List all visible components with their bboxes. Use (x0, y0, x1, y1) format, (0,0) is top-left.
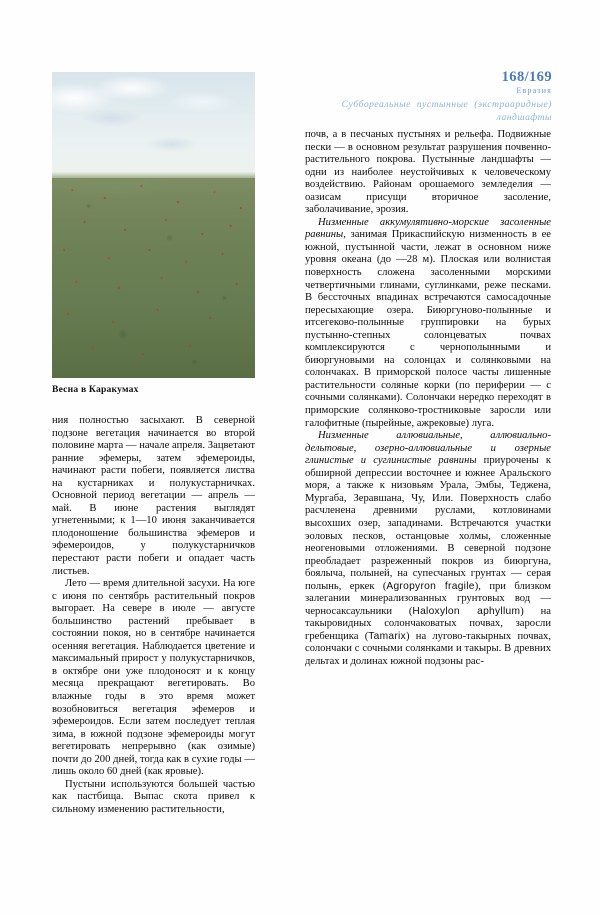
emphasized-term: Низменные аллювиальные, аллювиально-дельтовые, озерно-аллювиальные и озерные глинистые и суглинистые равнины (305, 430, 551, 467)
header-subtitle-line-1: Суббореальные пустынные (экстрааридные) (341, 99, 552, 110)
photo-image (52, 72, 255, 378)
left-text-column (52, 415, 255, 817)
latin-species-name: Agropyron fragile (386, 580, 475, 592)
latin-species-name: Tamarix (368, 630, 407, 642)
emphasized-term: Низменные аккумулятивно-морские засоленные равнины (305, 216, 551, 241)
paragraph: почв, а в песчаных пустынях и рельефа. Подвижные пески — в основном результат разрушения почвенно-растительного покрова. Пустынные ландшафты — одни из наиболее неустойчивых к человеческому воздействию. Районам орошаемого земледелия — оазисам присущи вторичное засоление, заболачивание, эрозия. (305, 129, 551, 216)
paragraph: Лето — время длительной засухи. На юге с июня по сентябрь растительный покров выгорает. На севере в июле — августе большинство растений пребывает в состоянии покоя, но в сентябре начинается осенняя вегетация. Наблюдается цветение и максимальный прирост у полукустарничков, в октябре они уже плодоносят и к концу месяца прекращают вегетировать. Во влажные годы в это время может возобновиться вегетация эфемеров и эфемероидов. Если затем последует теплая зима, в южной подзоне эфемероиды могут вегетировать непрерывно (как озимые) почти до 200 дней, тогда как в сухие годы — лишь около 60 дней (как яровые). (52, 578, 255, 778)
paragraph: Пустыни используются большей частью как пастбища. Выпас скота привел к сильному изменению растительности, (52, 778, 255, 815)
header-subtitle-line-2: ландшафты (496, 111, 552, 123)
right-text-column (305, 129, 551, 669)
paragraph: ния полностью засыхают. В северной подзоне вегетация начинается во второй половине марта — начале апреля. Зацветают ранние эфемеры, затем эфемероиды, начинают расти побеги, появляется листва на кустарниках и полукустарничках. Основной период вегетации — апрель — май. В июне растения выглядят угнетенными; к 1—10 июня заканчивается плодоношение большинства эфемеров и эфемероидов, у полукустарничков перестают расти побеги и опадает часть листьев. (52, 415, 255, 577)
paragraph: Низменные аллювиальные, аллювиально-дельтовые, озерно-аллювиальные и озерные глинистые и суглинистые равнины приурочены к обширной депрессии восточнее и южнее Аральского моря, а также к низовьям Урала, Эмбы, Теджена, Мургаба, Зеравшана, Чу, Или. Поверхность слабо расчленена древними руслами, котловинами высохших озер, западинами. Встречаются участки эоловых песков, останцовые холмы, сложенные неогеновыми отложениями. В северной подзоне преобладает разреженный покров из биюргуна, боялыча, полыней, на супесчаных грунтах — серая полынь, еркек (Agropyron fragile), при близком залегании минерализованных грунтовых вод — черносаксаульники (Haloxylon aphyllum) на такыровидных солончаковатых почвах, заросли гребенщика (Tamarix) на лугово-такырных почвах, солончаки с сочными солянками и такыры. В древних дельтах и долинах южной подзоны рас- (305, 430, 551, 667)
photo-poppy-field-region (52, 178, 255, 378)
figure-caption: Весна в Каракумах (52, 384, 139, 395)
folio-number: 168/169 (501, 69, 552, 85)
page-header (300, 70, 552, 96)
figure-photo (52, 72, 255, 378)
photo-sky-region (52, 72, 255, 182)
latin-species-name: Haloxylon aphyllum (412, 605, 521, 617)
header-subtitle (300, 99, 552, 125)
paragraph: Низменные аккумулятивно-морские засоленные равнины, занимая Прикаспийскую низменность в ее южной, пустынной части, лежат в основном ниже уровня океана (до —28 м). Плоская или волнистая поверхность сложена засоленными морскими четвертичными глинами, суглинками, реже песками. В бессточных впадинах встречаются самосадочные пересыхающие озера. Биюргуново-полынные и итсегеково-полынные группировки на бурых пустынно-степных солонцеватых почвах комплексируются с чернополынными и биюргуновыми на солонцах и солянковыми на солончаках. В приморской полосе часты лишенные растительности соляные корки (по периферии — с сочными солянками). Солончаки нередко переходят в приморские солянково-тростниковые заросли или галофитные (пырейные, ажрековые) луга. (305, 216, 551, 429)
region-label: Евразия (516, 85, 552, 95)
